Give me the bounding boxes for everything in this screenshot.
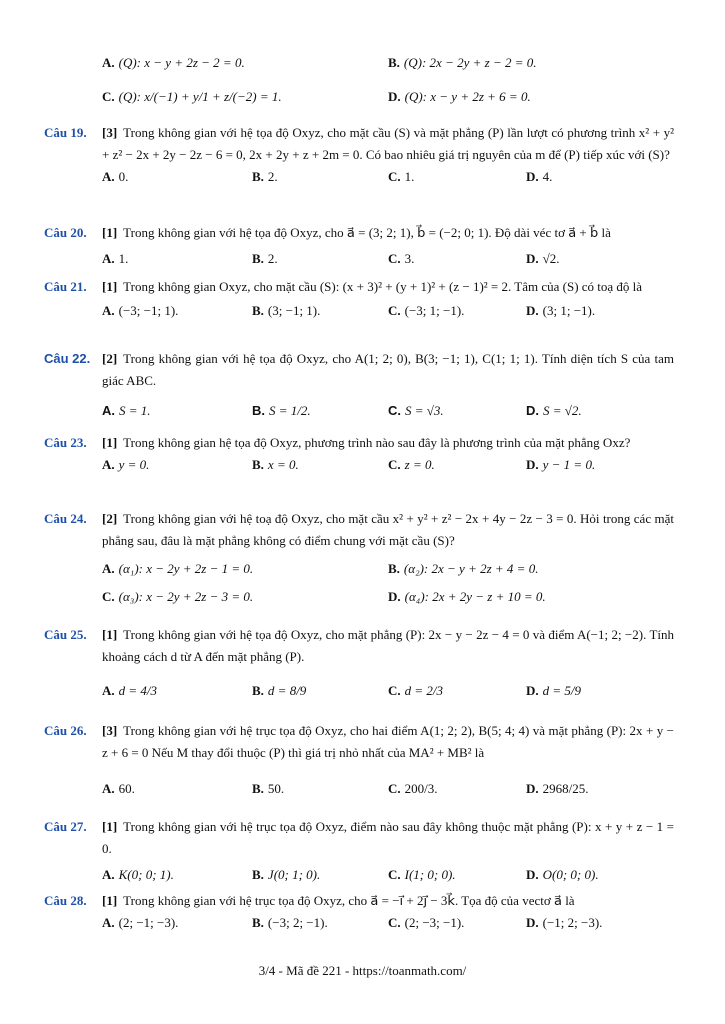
- option-label: B.: [252, 251, 264, 266]
- option-c: [388, 166, 414, 188]
- option-label: B.: [252, 457, 264, 472]
- option-label: B.: [252, 683, 264, 698]
- option-text: (2; −3; −1).: [404, 915, 465, 930]
- prev-question-options: [44, 52, 674, 114]
- option-label: B.: [252, 169, 264, 184]
- option-label: A.: [102, 683, 115, 698]
- option-label: C.: [102, 589, 115, 604]
- option-c: [388, 674, 443, 708]
- option-text: x = 0.: [267, 457, 299, 472]
- option-text: (Q): x − y + 2z + 6 = 0.: [404, 89, 531, 104]
- option-label: C.: [102, 89, 115, 104]
- option-label: D.: [526, 403, 539, 418]
- option-text: 1.: [118, 251, 129, 266]
- option-a: [102, 300, 178, 322]
- option-text: (3; 1; −1).: [542, 303, 596, 318]
- option-text: (2; −1; −3).: [118, 915, 179, 930]
- option-label: C.: [388, 303, 401, 318]
- option-text: (Q): 2x − 2y + z − 2 = 0.: [403, 55, 537, 70]
- option-b: [252, 400, 311, 422]
- options-row: [102, 674, 674, 708]
- option-b: [252, 248, 278, 270]
- option-d: [526, 454, 595, 476]
- question-23: [44, 432, 674, 476]
- option-label: C.: [388, 781, 401, 796]
- question-number: Câu 27.: [44, 819, 87, 834]
- option-label: C.: [388, 683, 401, 698]
- option-label: A.: [102, 303, 115, 318]
- option-text: 2.: [267, 251, 278, 266]
- question-number: Câu 21.: [44, 279, 87, 294]
- question-stem: Trong không gian Oxyz, cho mặt cầu (S): (x + 3)² + (y + 1)² + (z − 1)² = 2. Tâm của (S) có toạ độ là: [123, 279, 643, 294]
- option-text: z = 0.: [404, 457, 435, 472]
- option-text: (α₄): 2x + 2y − z + 10 = 0.: [404, 589, 546, 604]
- option-c: [388, 772, 438, 806]
- options-row: [102, 912, 674, 934]
- question-19: [44, 122, 674, 188]
- question-24: [44, 508, 674, 608]
- option-text: S = √3.: [405, 403, 444, 418]
- option-text: (α₂): 2x − y + 2z + 4 = 0.: [403, 561, 539, 576]
- option-label: B.: [252, 781, 264, 796]
- option-text: (α₃): x − 2y + 2z − 3 = 0.: [118, 589, 254, 604]
- option-label: C.: [388, 251, 401, 266]
- option-c: [388, 912, 464, 934]
- option-label: A.: [102, 403, 115, 418]
- question-level: [1]: [102, 279, 118, 294]
- option-text: 50.: [267, 781, 285, 796]
- option-text: K(0; 0; 1).: [118, 867, 174, 882]
- option-d: [526, 772, 589, 806]
- options-row-1: [102, 558, 674, 580]
- option-label: D.: [526, 251, 539, 266]
- option-label: C.: [388, 915, 401, 930]
- option-b: [252, 674, 306, 708]
- option-label: C.: [388, 169, 401, 184]
- option-d: [388, 586, 546, 608]
- option-label: D.: [526, 169, 539, 184]
- option-label: A.: [102, 55, 115, 70]
- option-d: [526, 248, 560, 270]
- question-20: [44, 222, 674, 270]
- prev-options-row-2: [102, 80, 674, 114]
- question-stem: Trong không gian với hệ toạ độ Oxyz, cho mặt cầu x² + y² + z² − 2x + 4y − 2z − 3 = 0. Hỏi trong các mặt phẳng sau, đâu là mặt phẳng không có điểm chung với mặt cầu (S)?: [102, 511, 674, 548]
- option-d: [526, 674, 581, 708]
- options-row-2: [102, 586, 674, 608]
- option-d: [526, 864, 599, 886]
- question-stem: Trong không gian với hệ tọa độ Oxyz, cho A(1; 2; 0), B(3; −1; 1), C(1; 1; 1). Tính diện tích S của tam giác ABC.: [102, 351, 674, 388]
- options-row: [102, 300, 674, 322]
- question-stem: Trong không gian với hệ tọa độ Oxyz, cho a⃗ = (3; 2; 1), b⃗ = (−2; 0; 1). Độ dài véc tơ a⃗ + b⃗ là: [123, 225, 611, 240]
- option-b: [252, 454, 299, 476]
- option-text: (Q): x − y + 2z − 2 = 0.: [118, 55, 245, 70]
- question-level: [1]: [102, 627, 118, 642]
- question-number: Câu 20.: [44, 225, 87, 240]
- option-b: [252, 166, 278, 188]
- option-c: [388, 300, 464, 322]
- option-label: B.: [252, 867, 264, 882]
- options-row: [102, 772, 674, 806]
- option-a: [102, 864, 174, 886]
- option-b: [252, 864, 320, 886]
- option-a: [102, 400, 151, 422]
- option-label: A.: [102, 251, 115, 266]
- option-a: [102, 454, 149, 476]
- option-d: [526, 912, 602, 934]
- option-label: D.: [526, 915, 539, 930]
- option-a: [102, 52, 245, 74]
- option-text: d = 4/3: [118, 683, 158, 698]
- question-number: Câu 23.: [44, 435, 87, 450]
- options-row: [102, 166, 674, 188]
- option-d: [526, 400, 582, 422]
- options-row: [102, 454, 674, 476]
- option-c: [102, 80, 282, 114]
- question-stem: Trong không gian với hệ trục tọa độ Oxyz, cho a⃗ = −i⃗ + 2j⃗ − 3k⃗. Tọa độ của vectơ a⃗ là: [123, 893, 575, 908]
- page-footer[interactable]: 3/4 - Mã đề 221 - https://toanmath.com/: [258, 963, 467, 978]
- option-c: [388, 400, 444, 422]
- option-text: d = 8/9: [267, 683, 307, 698]
- option-text: 200/3.: [404, 781, 438, 796]
- option-a: [102, 558, 253, 580]
- option-a: [102, 772, 135, 806]
- question-number: Câu 25.: [44, 627, 87, 642]
- option-text: 3.: [404, 251, 415, 266]
- option-label: B.: [252, 303, 264, 318]
- option-text: (Q): x/(−1) + y/1 + z/(−2) = 1.: [118, 89, 282, 104]
- question-level: [2]: [102, 351, 118, 366]
- option-d: [388, 80, 531, 114]
- question-21: [44, 276, 674, 322]
- question-25: [44, 624, 674, 708]
- option-text: 60.: [118, 781, 135, 796]
- option-label: A.: [102, 169, 115, 184]
- option-text: (3; −1; 1).: [267, 303, 321, 318]
- option-label: C.: [388, 867, 401, 882]
- option-d: [526, 300, 595, 322]
- question-stem: Trong không gian với hệ tọa độ Oxyz, cho mặt phẳng (P): 2x − y − 2z − 4 = 0 và điểm A(−1; 2; −2). Tính khoảng cách d từ A đến mặt phẳng (P).: [102, 627, 674, 664]
- option-label: D.: [526, 303, 539, 318]
- option-label: A.: [102, 457, 115, 472]
- question-number: Câu 19.: [44, 125, 87, 140]
- options-row: [102, 864, 674, 886]
- question-22: [44, 348, 674, 422]
- question-level: [1]: [102, 435, 118, 450]
- option-text: d = 5/9: [542, 683, 582, 698]
- question-number: Câu 28.: [44, 893, 87, 908]
- question-stem: Trong không gian với hệ trục tọa độ Oxyz, cho hai điểm A(1; 2; 2), B(5; 4; 4) và mặt phẳng (P): 2x + y − z + 6 = 0 Nếu M thay đổi thuộc (P) thì giá trị nhỏ nhất của MA² + MB² là: [102, 723, 674, 760]
- prev-options-row-1: [102, 52, 674, 74]
- option-label: A.: [102, 561, 115, 576]
- option-text: (−3; −1; 1).: [118, 303, 179, 318]
- option-text: y = 0.: [118, 457, 150, 472]
- question-stem: Trong không gian hệ tọa độ Oxyz, phương trình nào sau đây là phương trình của mặt phẳng Oxz?: [123, 435, 631, 450]
- question-28: [44, 890, 674, 934]
- option-text: 2.: [267, 169, 278, 184]
- option-b: [252, 912, 328, 934]
- option-text: S = 1.: [119, 403, 151, 418]
- option-d: [526, 166, 552, 188]
- option-label: D.: [526, 683, 539, 698]
- option-text: J(0; 1; 0).: [267, 867, 321, 882]
- question-stem: Trong không gian với hệ trục tọa độ Oxyz, điểm nào sau đây không thuộc mặt phẳng (P): x + y + z − 1 = 0.: [102, 819, 674, 856]
- option-c: [102, 586, 253, 608]
- option-label: C.: [388, 457, 401, 472]
- option-text: 1.: [404, 169, 415, 184]
- option-label: B.: [252, 403, 265, 418]
- option-text: S = √2.: [543, 403, 582, 418]
- option-label: D.: [526, 867, 539, 882]
- option-text: 2968/25.: [542, 781, 589, 796]
- option-b: [388, 558, 538, 580]
- option-text: √2.: [542, 251, 560, 266]
- option-c: [388, 454, 435, 476]
- option-label: A.: [102, 915, 115, 930]
- question-number: Câu 24.: [44, 511, 87, 526]
- option-label: D.: [526, 781, 539, 796]
- option-text: 0.: [118, 169, 129, 184]
- option-text: (−3; 1; −1).: [404, 303, 465, 318]
- question-level: [1]: [102, 819, 118, 834]
- option-c: [388, 864, 456, 886]
- option-label: A.: [102, 781, 115, 796]
- question-level: [3]: [102, 125, 118, 140]
- option-text: d = 2/3: [404, 683, 444, 698]
- option-text: (−3; 2; −1).: [267, 915, 328, 930]
- options-row: [102, 248, 674, 270]
- question-level: [3]: [102, 723, 118, 738]
- option-a: [102, 912, 178, 934]
- option-a: [102, 248, 128, 270]
- options-row: [102, 400, 674, 422]
- option-label: D.: [526, 457, 539, 472]
- question-27: [44, 816, 674, 886]
- option-text: (−1; 2; −3).: [542, 915, 603, 930]
- option-b: [252, 300, 320, 322]
- option-c: [388, 248, 414, 270]
- option-text: O(0; 0; 0).: [542, 867, 599, 882]
- option-text: (α₁): x − 2y + 2z − 1 = 0.: [118, 561, 254, 576]
- option-label: B.: [252, 915, 264, 930]
- question-level: [2]: [102, 511, 118, 526]
- option-label: D.: [388, 89, 401, 104]
- option-label: B.: [388, 561, 400, 576]
- option-text: I(1; 0; 0).: [404, 867, 456, 882]
- question-stem: Trong không gian với hệ tọa độ Oxyz, cho mặt cầu (S) và mặt phẳng (P) lần lượt có phương trình x² + y² + z² − 2x + 2y − 2z − 6 = 0, 2x + 2y + z + 2m = 0. Có bao nhiêu giá trị nguyên của m để (P) tiếp xúc với (S)?: [102, 125, 674, 162]
- question-number: Câu 26.: [44, 723, 87, 738]
- option-text: S = 1/2.: [269, 403, 311, 418]
- option-b: [388, 52, 537, 74]
- question-number: Câu 22.: [44, 351, 91, 366]
- question-level: [1]: [102, 893, 118, 908]
- option-label: C.: [388, 403, 401, 418]
- option-label: D.: [388, 589, 401, 604]
- option-text: 4.: [542, 169, 553, 184]
- option-a: [102, 166, 128, 188]
- option-label: A.: [102, 867, 115, 882]
- option-b: [252, 772, 284, 806]
- question-26: [44, 720, 674, 806]
- option-a: [102, 674, 157, 708]
- option-text: y − 1 = 0.: [542, 457, 596, 472]
- question-level: [1]: [102, 225, 118, 240]
- option-label: B.: [388, 55, 400, 70]
